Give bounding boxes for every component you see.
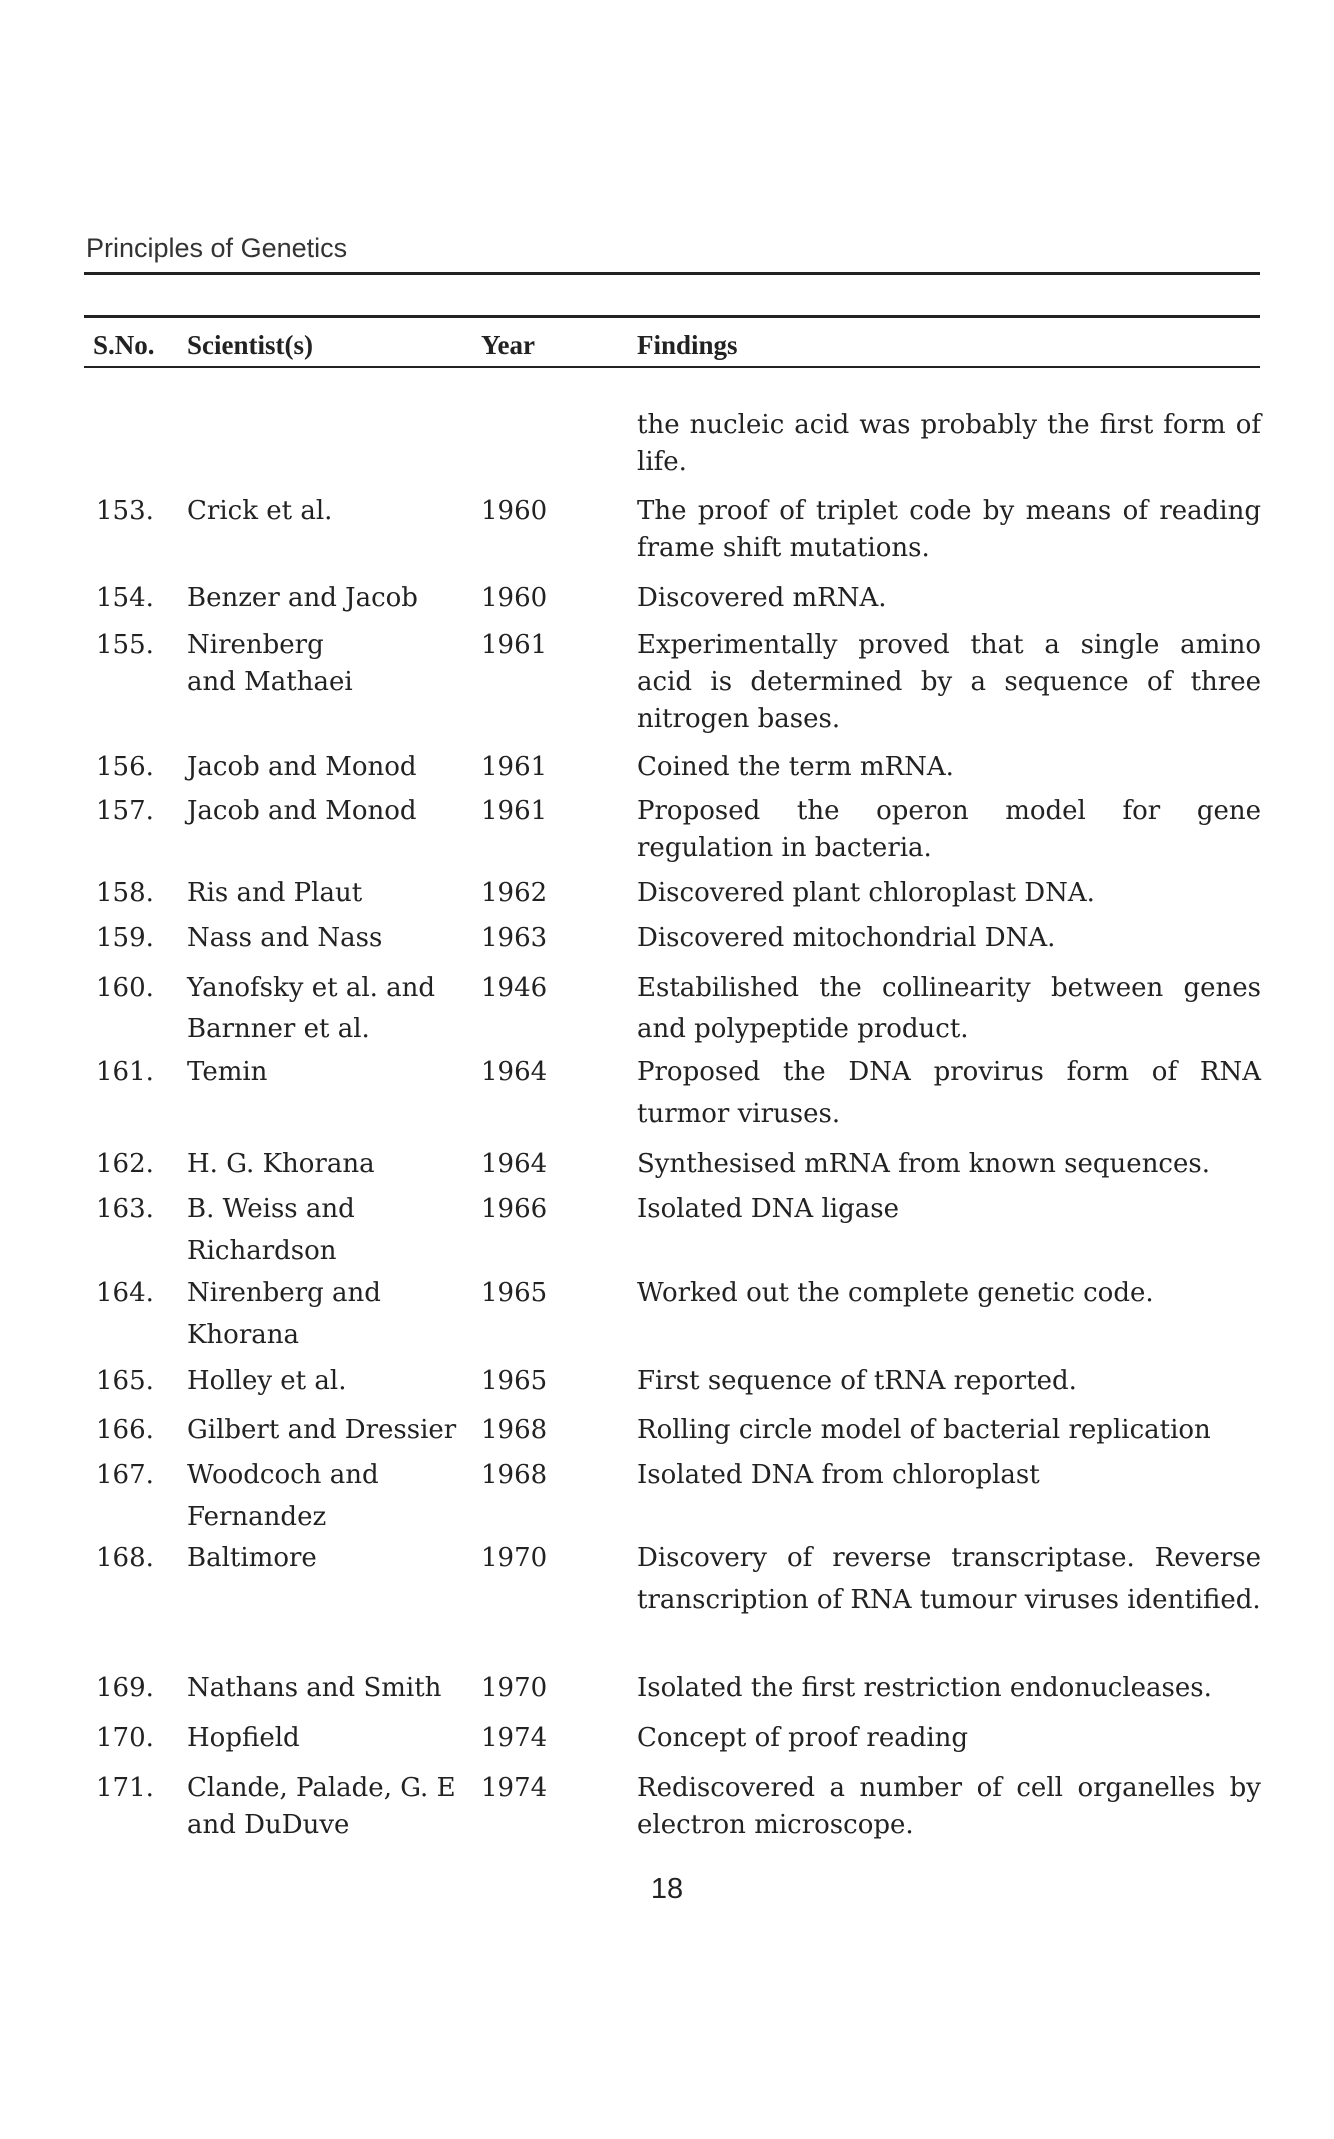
- sno-cell: 157.: [96, 796, 154, 826]
- scientist-cell: Nirenberg and Khorana: [187, 1278, 381, 1350]
- year-cell: 1965: [481, 1278, 548, 1308]
- column-header-year: Year: [481, 330, 535, 360]
- table-top-rule: [84, 315, 1260, 318]
- findings-cell: Worked out the complete genetic code.: [637, 1278, 1154, 1308]
- findings-cell: Discovered mRNA.: [637, 583, 887, 613]
- findings-cell: Proposed the operon model for gene regulation in bacteria.: [637, 796, 1261, 863]
- scientist-cell: Jacob and Monod: [187, 796, 417, 826]
- sno-cell: 153.: [96, 496, 154, 526]
- scientist-cell: Hopfield: [187, 1723, 300, 1753]
- year-cell: 1960: [481, 583, 548, 613]
- sno-cell: 164.: [96, 1278, 154, 1308]
- findings-cell: Coined the term mRNA.: [637, 752, 954, 782]
- sno-cell: 169.: [96, 1673, 154, 1703]
- findings-cell: Rolling circle model of bacterial replication: [637, 1415, 1211, 1445]
- findings-cell: Isolated the first restriction endonucleases.: [637, 1673, 1212, 1703]
- sno-cell: 161.: [96, 1057, 154, 1087]
- sno-cell: 155.: [96, 630, 154, 660]
- header-rule: [84, 272, 1260, 275]
- sno-cell: 160.: [96, 973, 154, 1003]
- scientist-cell: Ris and Plaut: [187, 878, 363, 908]
- findings-cell: Proposed the DNA provirus form of RNA turmor viruses.: [637, 1057, 1261, 1129]
- sno-cell: 171.: [96, 1773, 154, 1803]
- scientist-cell: H. G. Khorana: [187, 1149, 375, 1179]
- scientist-cell: Nirenberg and Mathaei: [187, 630, 353, 697]
- findings-cell: Synthesised mRNA from known sequences.: [637, 1149, 1210, 1179]
- findings-cell: Concept of proof reading: [637, 1723, 969, 1753]
- sno-cell: 168.: [96, 1543, 154, 1573]
- running-head: Principles of Genetics: [86, 233, 348, 263]
- scientist-cell: Gilbert and Dressier: [187, 1415, 457, 1445]
- findings-cell: Discovered mitochondrial DNA.: [637, 923, 1056, 953]
- scientist-cell: Nathans and Smith: [187, 1673, 442, 1703]
- findings-cell: Discovery of reverse transcriptase. Reverse transcription of RNA tumour viruses identified.: [637, 1543, 1261, 1615]
- column-header-findings: Findings: [637, 330, 738, 360]
- sno-cell: 166.: [96, 1415, 154, 1445]
- findings-cell: Rediscovered a number of cell organelles by electron microscope.: [637, 1773, 1261, 1840]
- scientist-cell: Crick et al.: [187, 496, 333, 526]
- year-cell: 1962: [481, 878, 548, 908]
- sno-cell: 158.: [96, 878, 154, 908]
- scientist-cell: Temin: [187, 1057, 268, 1087]
- scientist-cell: Yanofsky et al. and Barnner et al.: [187, 973, 436, 1044]
- findings-cell: Isolated DNA ligase: [637, 1194, 899, 1224]
- sno-cell: 156.: [96, 752, 154, 782]
- year-cell: 1966: [481, 1194, 548, 1224]
- year-cell: 1968: [481, 1415, 548, 1445]
- sno-cell: 165.: [96, 1366, 154, 1396]
- year-cell: 1970: [481, 1673, 548, 1703]
- year-cell: 1946: [481, 973, 548, 1003]
- year-cell: 1974: [481, 1773, 548, 1803]
- scientist-cell: Holley et al.: [187, 1366, 347, 1396]
- scientist-cell: Jacob and Monod: [187, 752, 417, 782]
- scientist-cell: Baltimore: [187, 1543, 317, 1573]
- year-cell: 1961: [481, 630, 548, 660]
- sno-cell: 154.: [96, 583, 154, 613]
- page-number: 18: [650, 1873, 684, 1905]
- year-cell: 1964: [481, 1149, 548, 1179]
- scientist-cell: Benzer and Jacob: [187, 583, 418, 613]
- scientist-cell: B. Weiss and Richardson: [187, 1194, 355, 1266]
- findings-cell: Discovered plant chloroplast DNA.: [637, 878, 1095, 908]
- year-cell: 1961: [481, 752, 548, 782]
- findings-cell: Experimentally proved that a single amino acid is determined by a sequence of three nitrogen bases.: [637, 630, 1261, 734]
- scientist-cell: Woodcoch and Fernandez: [187, 1460, 379, 1532]
- findings-cell: the nucleic acid was probably the first form of life.: [637, 410, 1261, 477]
- findings-cell: The proof of triplet code by means of reading frame shift mutations.: [637, 496, 1261, 563]
- scientist-cell: Clande, Palade, G. E and DuDuve: [187, 1773, 456, 1840]
- year-cell: 1970: [481, 1543, 548, 1573]
- sno-cell: 167.: [96, 1460, 154, 1490]
- year-cell: 1963: [481, 923, 548, 953]
- sno-cell: 162.: [96, 1149, 154, 1179]
- scientist-cell: Nass and Nass: [187, 923, 383, 953]
- year-cell: 1974: [481, 1723, 548, 1753]
- sno-cell: 163.: [96, 1194, 154, 1224]
- findings-cell: Isolated DNA from chloroplast: [637, 1460, 1040, 1490]
- findings-cell: First sequence of tRNA reported.: [637, 1366, 1077, 1396]
- year-cell: 1965: [481, 1366, 548, 1396]
- sno-cell: 159.: [96, 923, 154, 953]
- year-cell: 1968: [481, 1460, 548, 1490]
- column-header-sno: S.No.: [93, 330, 155, 360]
- column-header-scientist: Scientist(s): [187, 330, 313, 360]
- year-cell: 1961: [481, 796, 548, 826]
- year-cell: 1964: [481, 1057, 548, 1087]
- sno-cell: 170.: [96, 1723, 154, 1753]
- table-header-rule: [84, 366, 1260, 368]
- year-cell: 1960: [481, 496, 548, 526]
- findings-cell: Estabilished the collinearity between genes and polypeptide product.: [637, 973, 1261, 1044]
